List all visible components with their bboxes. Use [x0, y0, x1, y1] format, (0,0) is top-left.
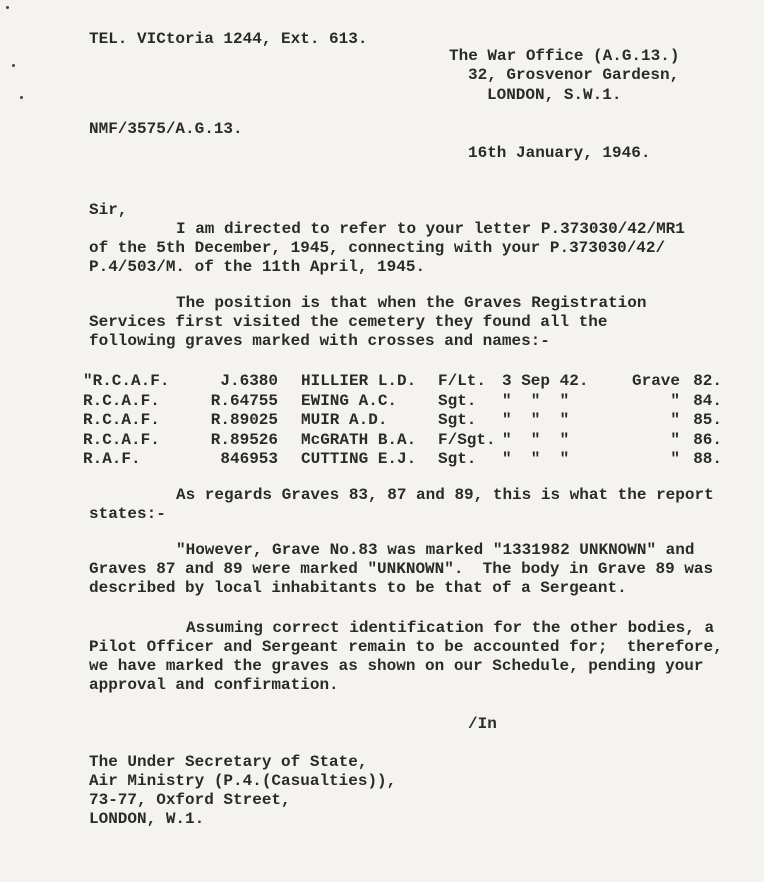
grave-number: R.89526	[210, 430, 278, 449]
quote-line: Graves 87 and 89 were marked "UNKNOWN". The body in Grave 89 was	[89, 560, 714, 578]
recipient-line: Air Ministry (P.4.(Casualties)),	[89, 772, 397, 790]
grave-number: R.64755	[210, 391, 278, 410]
grave-rank: F/Sgt.	[438, 430, 496, 449]
recipient-line: 73-77, Oxford Street,	[89, 791, 291, 809]
scan-speck	[12, 64, 15, 67]
paragraph-line: I am directed to refer to your letter P.373030/42/MR1	[176, 220, 685, 238]
grave-grave: 82.	[693, 372, 722, 390]
grave-grave-label: Grave	[631, 372, 680, 390]
table-row	[0, 392, 764, 411]
paragraph-line: states:-	[89, 505, 166, 523]
grave-service: R.A.F.	[83, 450, 141, 468]
paragraph-line: Services first visited the cemetery they found all the	[89, 313, 608, 331]
recipient-line: LONDON, W.1.	[89, 810, 205, 828]
grave-grave: 88.	[693, 450, 722, 468]
grave-date: " " "	[502, 411, 570, 429]
grave-grave-label: "	[670, 450, 680, 468]
paragraph-line: P.4/503/M. of the 11th April, 1945.	[89, 258, 426, 276]
paragraph-line: Pilot Officer and Sergeant remain to be accounted for; therefore,	[89, 638, 723, 656]
paragraph-line: following graves marked with crosses and names:-	[89, 332, 550, 350]
continuation-mark: /In	[468, 715, 497, 733]
grave-grave-label: "	[670, 411, 680, 429]
table-row	[0, 372, 764, 391]
grave-grave-label: "	[670, 391, 680, 410]
table-row	[0, 450, 764, 469]
grave-rank: Sgt.	[438, 450, 477, 468]
grave-rank: F/Lt.	[438, 372, 487, 390]
grave-service: "R.C.A.F.	[83, 372, 170, 390]
table-row	[0, 411, 764, 430]
letter-date: 16th January, 1946.	[468, 144, 651, 162]
grave-name: EWING A.C.	[301, 391, 398, 410]
grave-grave: 84.	[693, 391, 722, 410]
grave-date: " " "	[502, 391, 570, 410]
recipient-line: The Under Secretary of State,	[89, 753, 368, 771]
grave-rank: Sgt.	[438, 411, 477, 429]
sender-address-line: LONDON, S.W.1.	[487, 86, 622, 104]
grave-date: " " "	[502, 430, 570, 449]
grave-service: R.C.A.F.	[83, 430, 160, 449]
paragraph-line: of the 5th December, 1945, connecting with your P.373030/42/	[89, 239, 666, 257]
scan-speck	[20, 96, 23, 99]
grave-number: R.89025	[210, 411, 278, 429]
paragraph-line: approval and confirmation.	[89, 676, 339, 694]
sender-address-line: The War Office (A.G.13.)	[449, 47, 680, 65]
grave-number: 846953	[220, 450, 278, 468]
grave-rank: Sgt.	[438, 391, 477, 410]
paragraph-line: we have marked the graves as shown on our Schedule, pending your	[89, 657, 704, 675]
telephone-line: TEL. VICtoria 1244, Ext. 613.	[89, 30, 368, 48]
grave-name: CUTTING E.J.	[301, 450, 417, 468]
quote-line: described by local inhabitants to be that of a Sergeant.	[89, 579, 627, 597]
grave-grave: 86.	[693, 430, 722, 449]
grave-name: MUIR A.D.	[301, 411, 388, 429]
grave-grave-label: "	[670, 430, 680, 449]
sender-address-line: 32, Grosvenor Gardesn,	[468, 66, 680, 84]
paragraph-line: As regards Graves 83, 87 and 89, this is what the report	[176, 486, 714, 504]
grave-date: " " "	[502, 450, 570, 468]
paragraph-line: Assuming correct identification for the other bodies, a	[186, 619, 715, 637]
scan-speck	[6, 6, 9, 9]
grave-service: R.C.A.F.	[83, 411, 160, 429]
quote-line: "However, Grave No.83 was marked "1331982 UNKNOWN" and	[176, 541, 695, 559]
salutation: Sir,	[89, 201, 128, 219]
paragraph-line: The position is that when the Graves Registration	[176, 294, 647, 312]
reference-number: NMF/3575/A.G.13.	[89, 120, 243, 138]
grave-number: J.6380	[220, 372, 278, 390]
grave-service: R.C.A.F.	[83, 391, 160, 410]
grave-grave: 85.	[693, 411, 722, 429]
table-row	[0, 431, 764, 450]
grave-name: McGRATH B.A.	[301, 430, 417, 449]
grave-date: 3 Sep 42.	[502, 372, 589, 390]
grave-name: HILLIER L.D.	[301, 372, 417, 390]
